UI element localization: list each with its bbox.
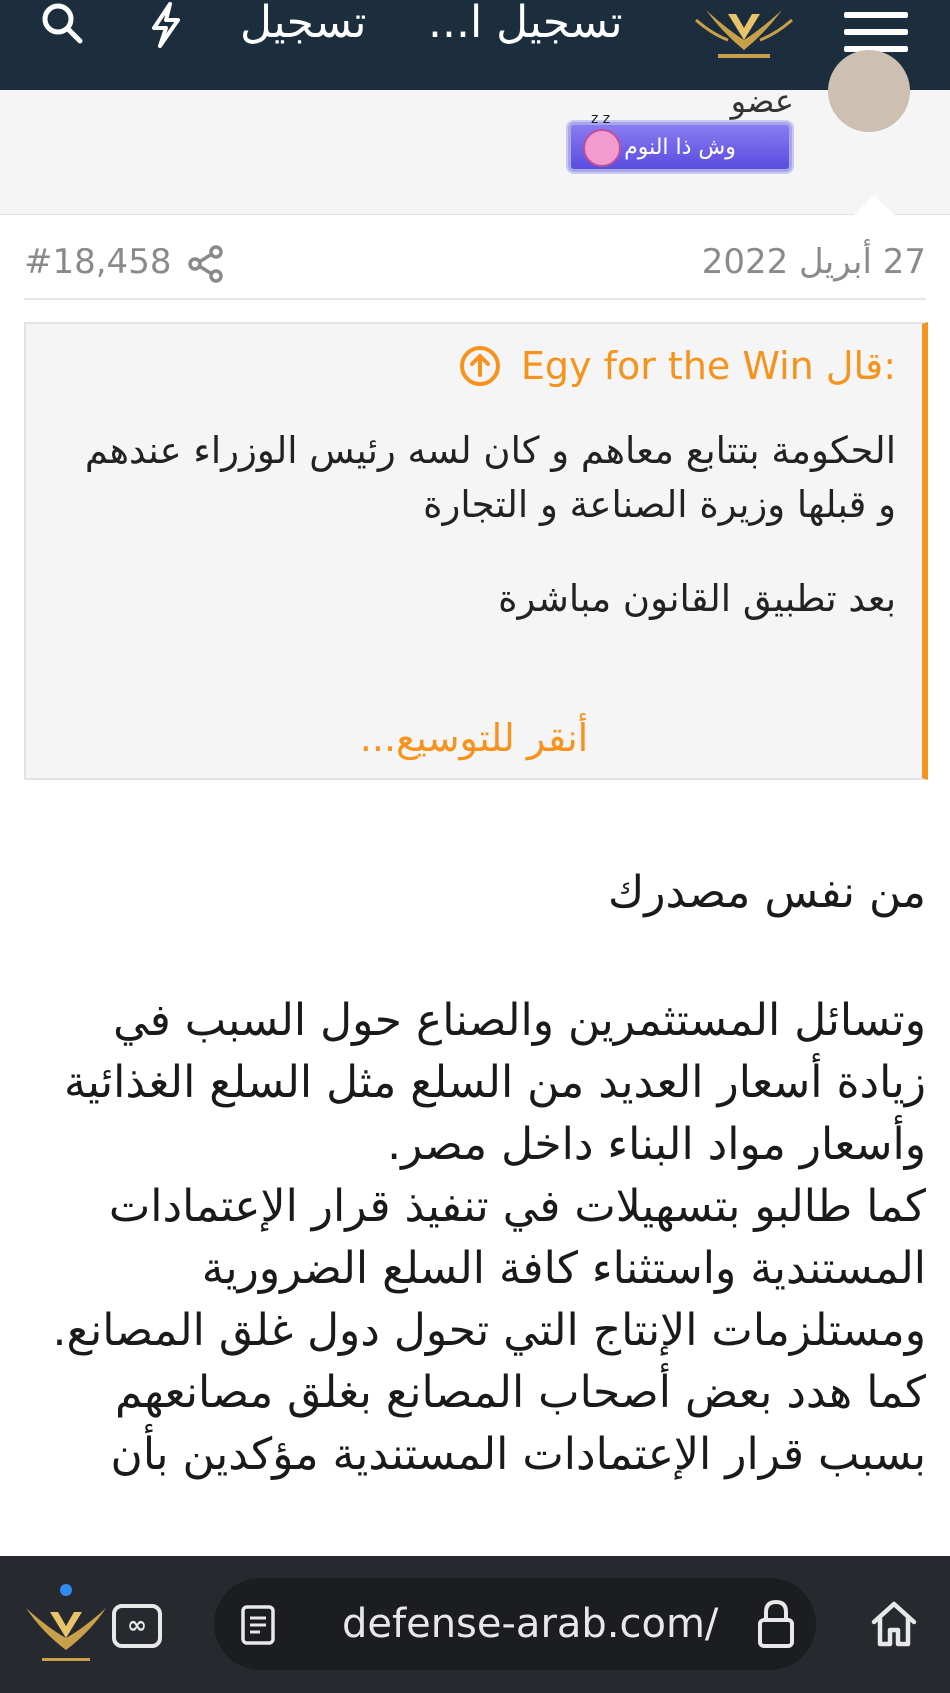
sleep-zz: z z bbox=[591, 111, 611, 127]
browser-bottom-bar bbox=[0, 1556, 950, 1693]
expand-quote-link[interactable]: أنقر للتوسيع... bbox=[359, 716, 589, 760]
quote-author[interactable]: Egy for the Win قال: bbox=[520, 344, 896, 388]
arrow-up-circle-icon[interactable] bbox=[459, 345, 501, 387]
share-icon[interactable] bbox=[186, 244, 226, 284]
quote-line: بعد تطبيق القانون مباشرة bbox=[498, 577, 896, 620]
home-icon[interactable] bbox=[868, 1598, 920, 1650]
sleepy-face-icon bbox=[583, 129, 621, 167]
post-paragraph: كما طالبو بتسهيلات في تنفيذ قرار الإعتمادات المستندية واستثناء كافة السلع الضرورية ومستلزمات الإنتاج التي تحول دول غلق المصانع. bbox=[52, 1181, 926, 1356]
register-link[interactable]: تسجيل bbox=[240, 0, 367, 48]
bolt-icon[interactable] bbox=[138, 0, 194, 50]
corner-logo bbox=[8, 1584, 128, 1686]
register-link-truncated[interactable]: تسجيل ا... bbox=[428, 0, 623, 48]
quote-block bbox=[24, 322, 928, 780]
site-logo[interactable] bbox=[688, 0, 800, 66]
post-intro: من نفس مصدرك bbox=[608, 867, 926, 918]
search-icon[interactable] bbox=[34, 0, 90, 50]
lock-icon[interactable] bbox=[756, 1598, 796, 1650]
page-info-icon[interactable] bbox=[240, 1604, 276, 1646]
post-date[interactable]: 27 أبريل 2022 bbox=[701, 242, 926, 282]
menu-icon[interactable] bbox=[844, 12, 908, 52]
url-bar[interactable] bbox=[214, 1578, 816, 1670]
quote-text bbox=[66, 424, 896, 626]
post-body bbox=[24, 862, 926, 1486]
post-paragraph: وتسائل المستثمرين والصناع حول السبب في زيادة أسعار العديد من السلع مثل السلع الغذائية وأسعار مواد البناء داخل مصر. bbox=[64, 995, 926, 1170]
post-number[interactable]: #18,458 bbox=[24, 242, 172, 282]
top-app-bar bbox=[0, 0, 950, 90]
user-info-strip bbox=[0, 82, 950, 215]
quote-line: الحكومة بتتابع معاهم و كان لسه رئيس الوزراء عندهم و قبلها وزيرة الصناعة و التجارة bbox=[84, 429, 896, 526]
post-paragraph: كما هدد بعض أصحاب المصانع بغلق مصانعهم بسبب قرار الإعتمادات المستندية مؤكدين بأن bbox=[110, 1367, 926, 1480]
post-meta bbox=[24, 238, 926, 300]
badge-label: وش ذا النوم bbox=[624, 134, 736, 160]
tabs-button[interactable]: ∞ bbox=[112, 1604, 162, 1648]
url-text[interactable]: defense-arab.com/ bbox=[342, 1601, 719, 1647]
user-role: عضو bbox=[730, 82, 794, 120]
user-badge bbox=[568, 111, 792, 172]
avatar[interactable] bbox=[828, 50, 910, 132]
notch bbox=[854, 195, 894, 215]
quote-header bbox=[26, 324, 922, 408]
